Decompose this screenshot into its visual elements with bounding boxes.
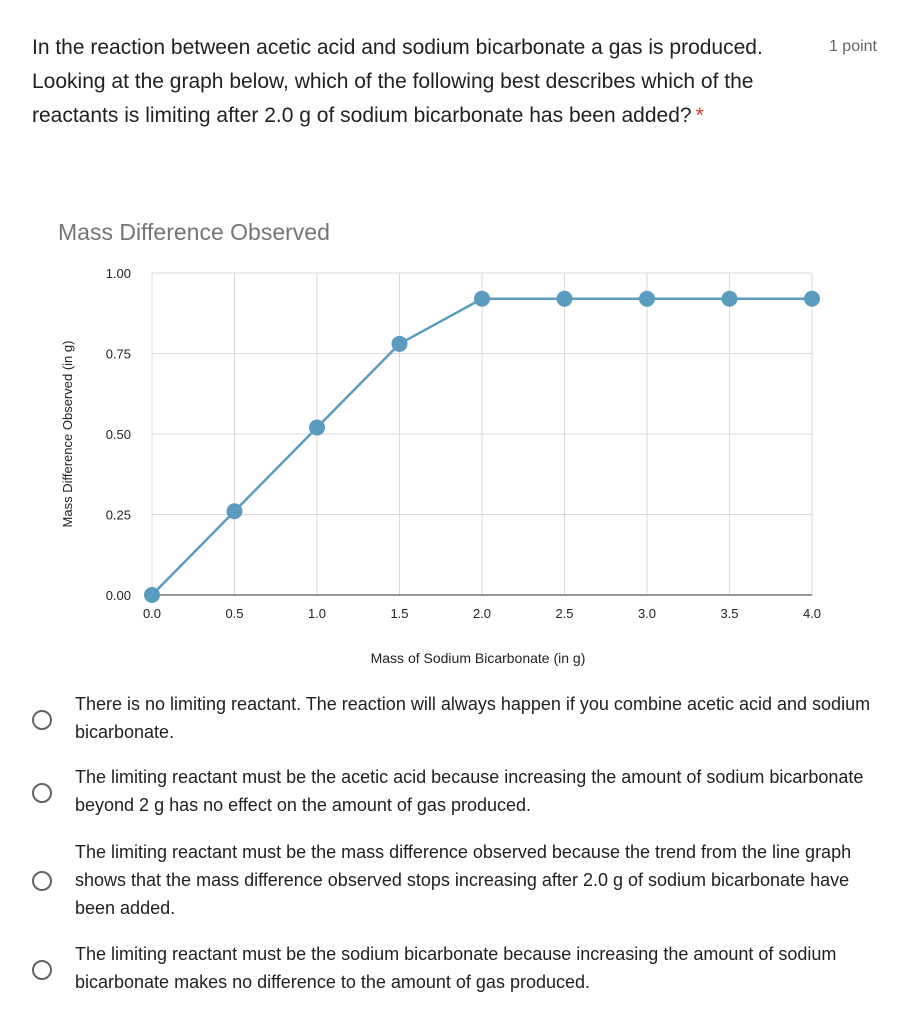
answer-option-label-1: There is no limiting reactant. The reaction will always happen if you combine acetic acid and sodium bicarbonate. <box>75 694 871 742</box>
x-tick-label: 1.0 <box>307 606 327 621</box>
y-tick-label: 0.50 <box>105 427 131 442</box>
question-text: In the reaction between acetic acid and sodium bicarbonate a gas is produced. Looking at the graph below, which of the following best describes which of the reactants is limiting after 2.0 g of sodium bicarbonate has been added? <box>32 36 763 127</box>
answer-option-2[interactable] <box>0 763 905 823</box>
x-tick-label: 3.0 <box>637 606 657 621</box>
y-tick-label: 0.75 <box>105 346 131 362</box>
radio-button-4[interactable] <box>32 960 52 980</box>
chart-container <box>0 200 905 680</box>
data-point <box>804 291 820 307</box>
x-tick-label: 0.5 <box>225 606 244 621</box>
data-point <box>474 291 490 307</box>
data-point <box>309 420 325 436</box>
x-axis-label: Mass of Sodium Bicarbonate (in g) <box>370 650 586 666</box>
x-tick-label: 2.5 <box>555 606 574 621</box>
y-tick-label: 0.00 <box>105 588 131 603</box>
data-point <box>392 336 408 352</box>
question-text-block <box>32 31 772 133</box>
line-chart <box>0 200 905 680</box>
radio-button-3[interactable] <box>32 871 52 891</box>
answer-option-label-3: The limiting reactant must be the mass difference observed because the trend from the line graph shows that the mass difference observed stops increasing after 2.0 g of sodium bicarbonate have been added. <box>75 842 852 918</box>
answer-option-label-4: The limiting reactant must be the sodium bicarbonate because increasing the amount of sodium bicarbonate makes no difference to the amount of gas produced. <box>75 944 837 992</box>
answer-option-4[interactable] <box>0 940 905 1000</box>
y-tick-label: 1.00 <box>105 266 131 281</box>
y-tick-label: 0.25 <box>105 507 131 523</box>
x-tick-label: 0.0 <box>142 606 162 621</box>
radio-button-1[interactable] <box>32 710 52 730</box>
y-axis-label: Mass Difference Observed (in g) <box>60 340 75 528</box>
x-tick-label: 1.5 <box>390 606 409 621</box>
x-tick-label: 2.0 <box>472 606 492 621</box>
data-point <box>227 503 243 519</box>
answer-option-1[interactable] <box>0 690 905 750</box>
required-marker: * <box>695 104 704 127</box>
data-point <box>722 291 738 307</box>
data-point <box>557 291 573 307</box>
data-point <box>639 291 655 307</box>
x-tick-label: 3.5 <box>720 606 739 621</box>
points-label: 1 point <box>828 38 877 55</box>
chart-title: Mass Difference Observed <box>58 219 330 245</box>
answer-option-label-2: The limiting reactant must be the acetic acid because increasing the amount of sodium bicarbonate beyond 2 g has no effect on the amount of gas produced. <box>75 767 864 815</box>
data-point <box>144 587 160 603</box>
x-tick-label: 4.0 <box>802 606 822 621</box>
radio-button-2[interactable] <box>32 783 52 803</box>
answer-option-3[interactable] <box>0 838 905 924</box>
